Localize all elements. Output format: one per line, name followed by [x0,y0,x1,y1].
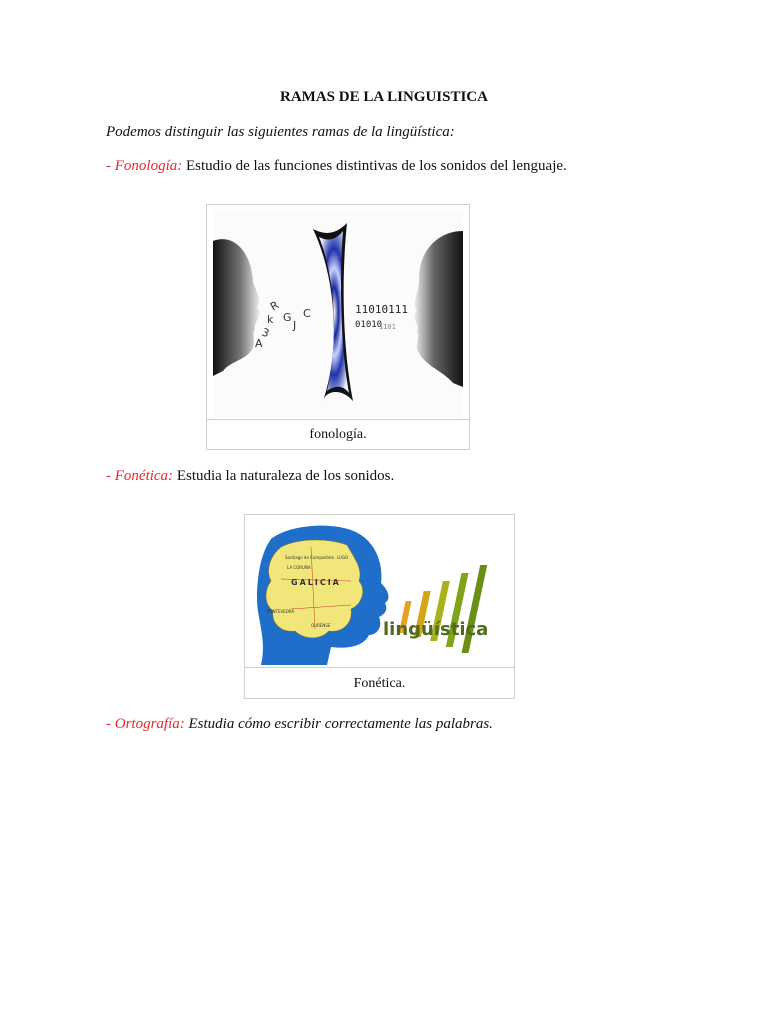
fonetica-description: Estudia la naturaleza de los sonidos. [173,468,395,484]
intro-paragraph: Podemos distinguir las siguientes ramas de la lingüística: [106,124,455,140]
svg-text:A: A [255,337,263,350]
fonetica-figure [244,514,515,699]
fonetica-term: - Fonética: [106,468,174,484]
head-map-illustration [251,519,508,665]
page-title: RAMAS DE LA LINGUISTICA [280,89,488,105]
fonologia-description: Estudio de las funciones distintivas de los sonidos del lenguaje. [182,158,567,174]
ortografia-paragraph [106,716,493,733]
svg-text:J: J [293,319,297,332]
binary-line-3: 1101 [379,323,396,331]
map-label-place: LA CORUÑA [287,565,311,570]
binary-line-2: 01010 [355,320,383,330]
fonetica-caption: Fonética. [245,667,514,699]
fonologia-image [213,211,463,417]
map-label-place: OURENSE [311,623,331,628]
ortografia-term: - Ortografía: [106,716,185,732]
fonologia-caption: fonología. [207,419,469,450]
ortografia-description: Estudia cómo escribir correctamente las palabras. [184,716,493,732]
svg-text:k: k [267,313,274,326]
svg-text:C: C [303,307,311,320]
map-label-region: GALICIA [291,578,341,587]
fonologia-paragraph [106,158,567,175]
two-faces-illustration [213,211,463,417]
brand-wordmark: lingüística [383,619,489,640]
svg-text:G: G [283,311,292,324]
fonologia-term: - Fonología: [106,158,183,174]
map-label-place: LUGO [337,555,349,560]
fonologia-figure [206,204,470,450]
fonetica-paragraph [106,468,394,485]
map-label-place: PONTEVEDRA [267,609,295,614]
fonetica-image [251,519,508,665]
svg-text:3: 3 [259,325,271,341]
map-label-place: Santiago de Compostela [285,555,334,560]
binary-line-1: 11010111 [355,303,408,316]
svg-text:R: R [268,298,282,314]
